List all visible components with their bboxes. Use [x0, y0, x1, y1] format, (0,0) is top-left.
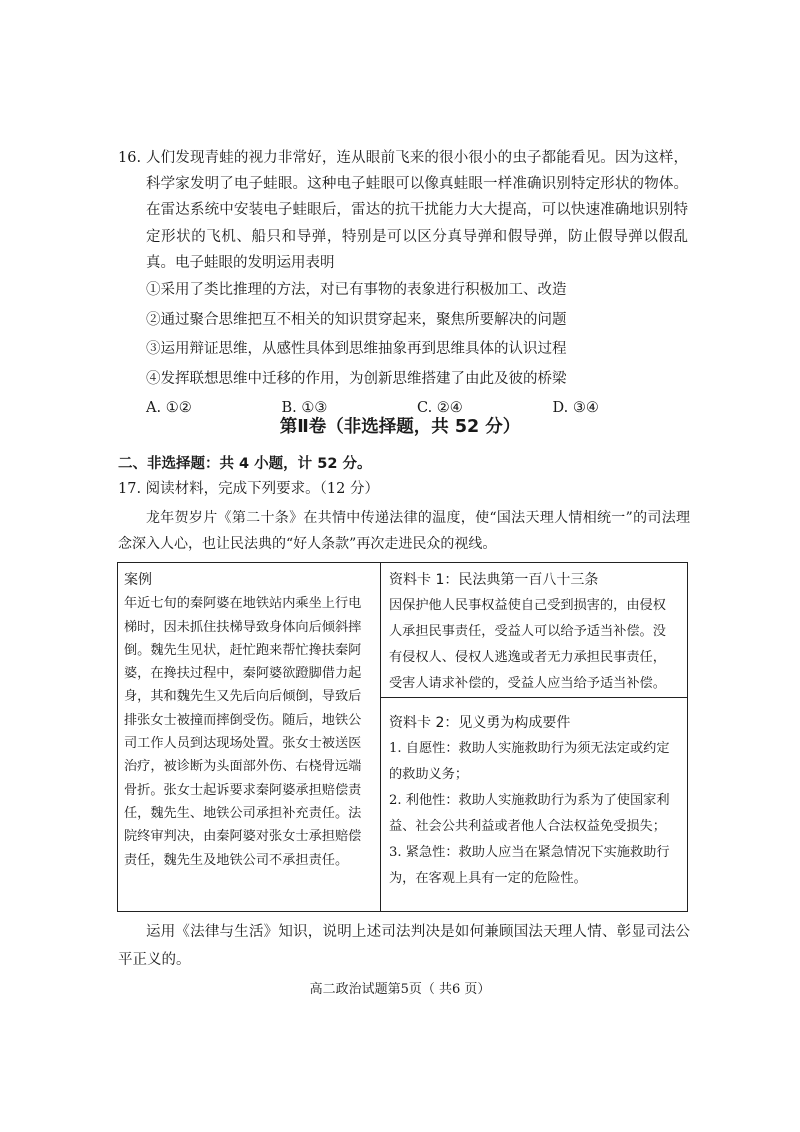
question-17-intro: 龙年贺岁片《第二十条》在共情中传递法律的温度，使“国法天理人情相统一”的司法理念深入人心，也让民法典的“好人条款”再次走进民众的视线。 [118, 510, 690, 552]
statement-3: ③运用辩证思维，从感性具体到思维抽象再到思维具体的认识过程 [146, 341, 567, 358]
choice-b: B. ①③ [281, 400, 328, 417]
section-heading: 二、非选择题：共 4 小题，计 52 分。 [118, 456, 372, 472]
question-16-stem: 人们发现青蛙的视力非常好，连从眼前飞来的很小很小的虫子都能看见。因为这样，科学家发明了电子蛙眼。这种电子蛙眼可以像真蛙眼一样准确识别特定形状的物体。在雷达系统中安装电子蛙眼后，雷达的抗干扰能力大大提高，可以快速准确地识别特定形状的飞机、船只和导弹，特别是可以区分真导弹和假导弹，防止假导弹以假乱真。电子蛙眼的发明运用表明 [146, 150, 688, 271]
card-1-title: 资料卡 1：民法典第一百八十三条 [389, 572, 599, 588]
card-2-item: 1. 自愿性：救助人实施救助行为须无法定或约定的救助义务； [389, 741, 670, 782]
card-2-item: 3. 紧急性：救助人应当在紧急情况下实施救助行为，在客观上具有一定的危险性。 [389, 845, 670, 886]
card-2-item: 2. 利他性：救助人实施救助行为系为了使国家利益、社会公共利益或者他人合法权益免受损失； [389, 793, 670, 834]
case-cell [118, 563, 381, 912]
case-text: 年近七旬的秦阿婆在地铁站内乘坐上行电梯时，因未抓住扶梯导致身体向后倾斜摔倒。魏先生见状，赶忙跑来帮忙搀扶秦阿婆，在搀扶过程中，秦阿婆欲蹬脚借力起身，其和魏先生又先后向后倾倒，导致后排张女士被撞而摔倒受伤。随后，地铁公司工作人员到达现场处置。张女士被送医治疗，被诊断为头面部外伤、右桡骨远端骨折。张女士起诉要求秦阿婆承担赔偿责任，魏先生、地铁公司承担补充责任。法院终审判决，由秦阿婆对张女士承担赔偿责任，魏先生及地铁公司不承担责任。 [124, 596, 362, 868]
section-title: 第Ⅱ卷（非选择题，共 52 分） [279, 417, 521, 437]
choice-a: A. ①② [146, 400, 192, 417]
material-table [117, 562, 688, 912]
page-footer: 高二政治试题第5页（ 共6 页） [309, 982, 491, 997]
card-2-cell [381, 698, 688, 912]
choice-d: D. ③④ [552, 400, 599, 417]
question-17-task: 运用《法律与生活》知识，说明上述司法判决是如何兼顾国法天理人情、彰显司法公平正义的。 [118, 924, 690, 968]
card-1-cell [381, 563, 688, 698]
question-17-heading: 17. 阅读材料，完成下列要求。（12 分） [118, 481, 379, 497]
card-2-title: 资料卡 2：见义勇为构成要件 [389, 715, 571, 731]
statement-1: ①采用了类比推理的方法，对已有事物的表象进行积极加工、改造 [146, 282, 567, 299]
question-16-number: 16. [118, 150, 142, 166]
statement-4: ④发挥联想思维中迁移的作用，为创新思维搭建了由此及彼的桥梁 [146, 370, 567, 387]
case-title: 案例 [124, 572, 152, 588]
card-1-text: 因保护他人民事权益使自己受到损害的，由侵权人承担民事责任，受益人可以给予适当补偿。没有侵权人、侵权人逃逸或者无力承担民事责任，受害人请求补偿的，受益人应当给予适当补偿。 [389, 598, 666, 691]
choice-c: C. ②④ [417, 400, 463, 417]
question-16 [118, 145, 688, 422]
statement-2: ②通过聚合思维把互不相关的知识贯穿起来，聚焦所要解决的问题 [146, 311, 567, 328]
